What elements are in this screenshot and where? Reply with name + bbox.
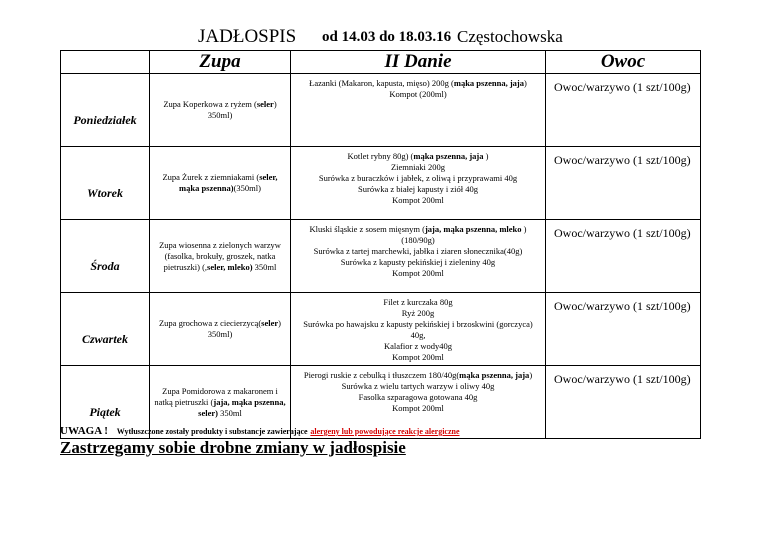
- menu-title: [0, 26, 768, 50]
- soup-text: Zupa Pomidorowa z makaronem i natką pietruszki (: [154, 385, 278, 407]
- soup-text: Zupa Koperkowa z ryżem (: [163, 99, 257, 109]
- soup-text: Zupa Żurek z ziemniakami (: [162, 172, 260, 182]
- soup-cell: [150, 74, 291, 147]
- allergen-text: mąka pszenna, jaja: [459, 370, 530, 380]
- header-soup: Zupa: [150, 51, 291, 74]
- main-dish-cell: [291, 147, 546, 220]
- dish-text: Kluski śląskie z sosem mięsnym (: [309, 224, 425, 234]
- dish-text: Ryż 200g: [401, 308, 435, 318]
- soup-allergen: seler: [256, 99, 274, 109]
- dish-text: Łazanki (Makaron, kapusta, mięso) 200g (: [309, 78, 454, 88]
- main-dish-line: [295, 235, 541, 246]
- soup-allergen: jaja, mąka pszenna, seler): [198, 396, 286, 418]
- dish-text: Kompot 200ml: [392, 352, 444, 362]
- main-dish-cell: [291, 293, 546, 366]
- main-dish-line: [295, 308, 541, 319]
- main-dish-line: [295, 257, 541, 268]
- note-highlight: alergeny lub powodujące reakcje alergiczne: [310, 427, 460, 436]
- dish-text: Filet z kurczaka 80g: [383, 297, 453, 307]
- dish-text: Surówka z białej kapusty i ziół 40g: [358, 184, 478, 194]
- note-text: Wytłuszczone zostały produkty i substancje zawierające: [116, 427, 308, 436]
- dish-text: Surówka z tartej marchewki, jabłka i ziaren słonecznika(40g): [313, 246, 523, 256]
- header-blank: [61, 51, 150, 74]
- main-dish-line: [295, 195, 541, 206]
- fruit-cell: Owoc/warzywo (1 szt/100g): [546, 74, 701, 147]
- note-label: UWAGA !: [60, 425, 108, 437]
- dish-text: Kompot (200ml): [389, 89, 447, 99]
- dish-text: ): [483, 151, 489, 161]
- main-dish-line: [295, 184, 541, 195]
- menu-table: [60, 50, 701, 439]
- fruit-cell: Owoc/warzywo (1 szt/100g): [546, 220, 701, 293]
- soup-text: Zupa grochowa z ciecierzycą(: [158, 318, 262, 328]
- day-row: [61, 293, 701, 366]
- soup-text: Zupa wiosenna z zielonych warzyw (fasolka, brokuły, groszek, natka pietruszki) (,: [159, 239, 281, 272]
- main-dish-line: [295, 352, 541, 363]
- main-dish-line: [295, 341, 541, 352]
- dish-text: Kalafior z wody40g: [384, 341, 452, 351]
- dish-text: Kompot 200ml: [392, 268, 444, 278]
- day-name: [61, 74, 150, 147]
- soup-text: 350ml): [207, 329, 233, 339]
- main-dish-line: [295, 224, 541, 235]
- header-row: [61, 51, 701, 74]
- day-name: [61, 147, 150, 220]
- dish-text: (180/90g): [401, 235, 435, 245]
- dish-text: Surówka z wielu tartych warzyw i oliwy 40g: [341, 381, 495, 391]
- main-dish-line: [295, 78, 541, 89]
- soup-text: ): [278, 318, 281, 328]
- main-dish-line: [295, 403, 541, 414]
- allergen-text: mąka pszenna, jaja: [413, 151, 484, 161]
- dish-text: ): [529, 370, 533, 380]
- title-main: JADŁOSPIS: [198, 26, 297, 47]
- dish-text: Ziemniaki 200g: [390, 162, 446, 172]
- soup-text: (350ml): [233, 183, 261, 193]
- main-dish-line: [295, 151, 541, 162]
- dish-text: Surówka z kapusty pekińskiej i zieleniny 40g: [340, 257, 496, 267]
- day-label: Środa: [90, 259, 120, 273]
- day-label: Wtorek: [87, 186, 123, 200]
- soup-cell: [150, 293, 291, 366]
- day-label: Czwartek: [81, 332, 128, 346]
- day-row: [61, 147, 701, 220]
- soup-allergen: seler, mąka pszenna): [179, 172, 278, 193]
- header-main: II Danie: [291, 51, 546, 74]
- allergen-text: mąka pszenna, jaja: [453, 78, 524, 88]
- dish-text: Fasolka szparagowa gotowana 40g: [358, 392, 478, 402]
- main-dish-cell: [291, 220, 546, 293]
- day-label: Poniedziałek: [73, 113, 137, 127]
- soup-allergen: seler: [261, 318, 279, 328]
- main-dish-line: [295, 162, 541, 173]
- header-fruit: Owoc: [546, 51, 701, 74]
- main-dish-line: [295, 370, 541, 381]
- dish-text: ): [524, 78, 527, 88]
- day-name: [61, 220, 150, 293]
- soup-text: ): [273, 99, 277, 109]
- day-name: [61, 293, 150, 366]
- main-dish-line: [295, 246, 541, 257]
- main-dish-line: [295, 319, 541, 341]
- dish-text: Kotlet rybny 80g) (: [347, 151, 414, 161]
- main-dish-line: [295, 381, 541, 392]
- day-label: Piątek: [89, 405, 121, 419]
- fruit-cell: Owoc/warzywo (1 szt/100g): [546, 147, 701, 220]
- dish-text: Kompot 200ml: [392, 403, 444, 413]
- reserve-note: Zastrzegamy sobie drobne zmiany w jadłospisie: [60, 438, 406, 457]
- main-dish-line: [295, 89, 541, 100]
- fruit-cell: Owoc/warzywo (1 szt/100g): [546, 366, 701, 439]
- day-row: [61, 74, 701, 147]
- fruit-cell: Owoc/warzywo (1 szt/100g): [546, 293, 701, 366]
- dish-text: Surówka z buraczków i jabłek, z oliwą i przyprawami 40g: [318, 173, 518, 183]
- soup-text: 350ml: [252, 261, 277, 272]
- dish-text: Kompot 200ml: [392, 195, 444, 205]
- dish-text: Surówka po hawajsku z kapusty pekińskiej i brzoskwini (gorczyca) 40g,: [303, 319, 533, 340]
- dish-text: Pierogi ruskie z cebulką i tłuszczem 180/40g(: [303, 370, 460, 380]
- main-dish-line: [295, 392, 541, 403]
- soup-text: 350ml): [207, 110, 233, 120]
- soup-cell: [150, 220, 291, 293]
- soup-cell: [150, 147, 291, 220]
- soup-allergen: seler, mleko): [207, 261, 253, 272]
- allergen-note: [60, 425, 460, 437]
- main-dish-line: [295, 173, 541, 184]
- soup-text: 350ml: [217, 407, 242, 418]
- title-dates: od 14.03 do 18.03.16: [322, 29, 452, 45]
- title-city: Częstochowska: [457, 27, 563, 46]
- dish-text: ): [521, 224, 527, 234]
- main-dish-cell: [291, 74, 546, 147]
- main-dish-line: [295, 268, 541, 279]
- main-dish-line: [295, 297, 541, 308]
- allergen-text: jaja, mąka pszenna, mleko: [424, 224, 522, 234]
- day-row: [61, 220, 701, 293]
